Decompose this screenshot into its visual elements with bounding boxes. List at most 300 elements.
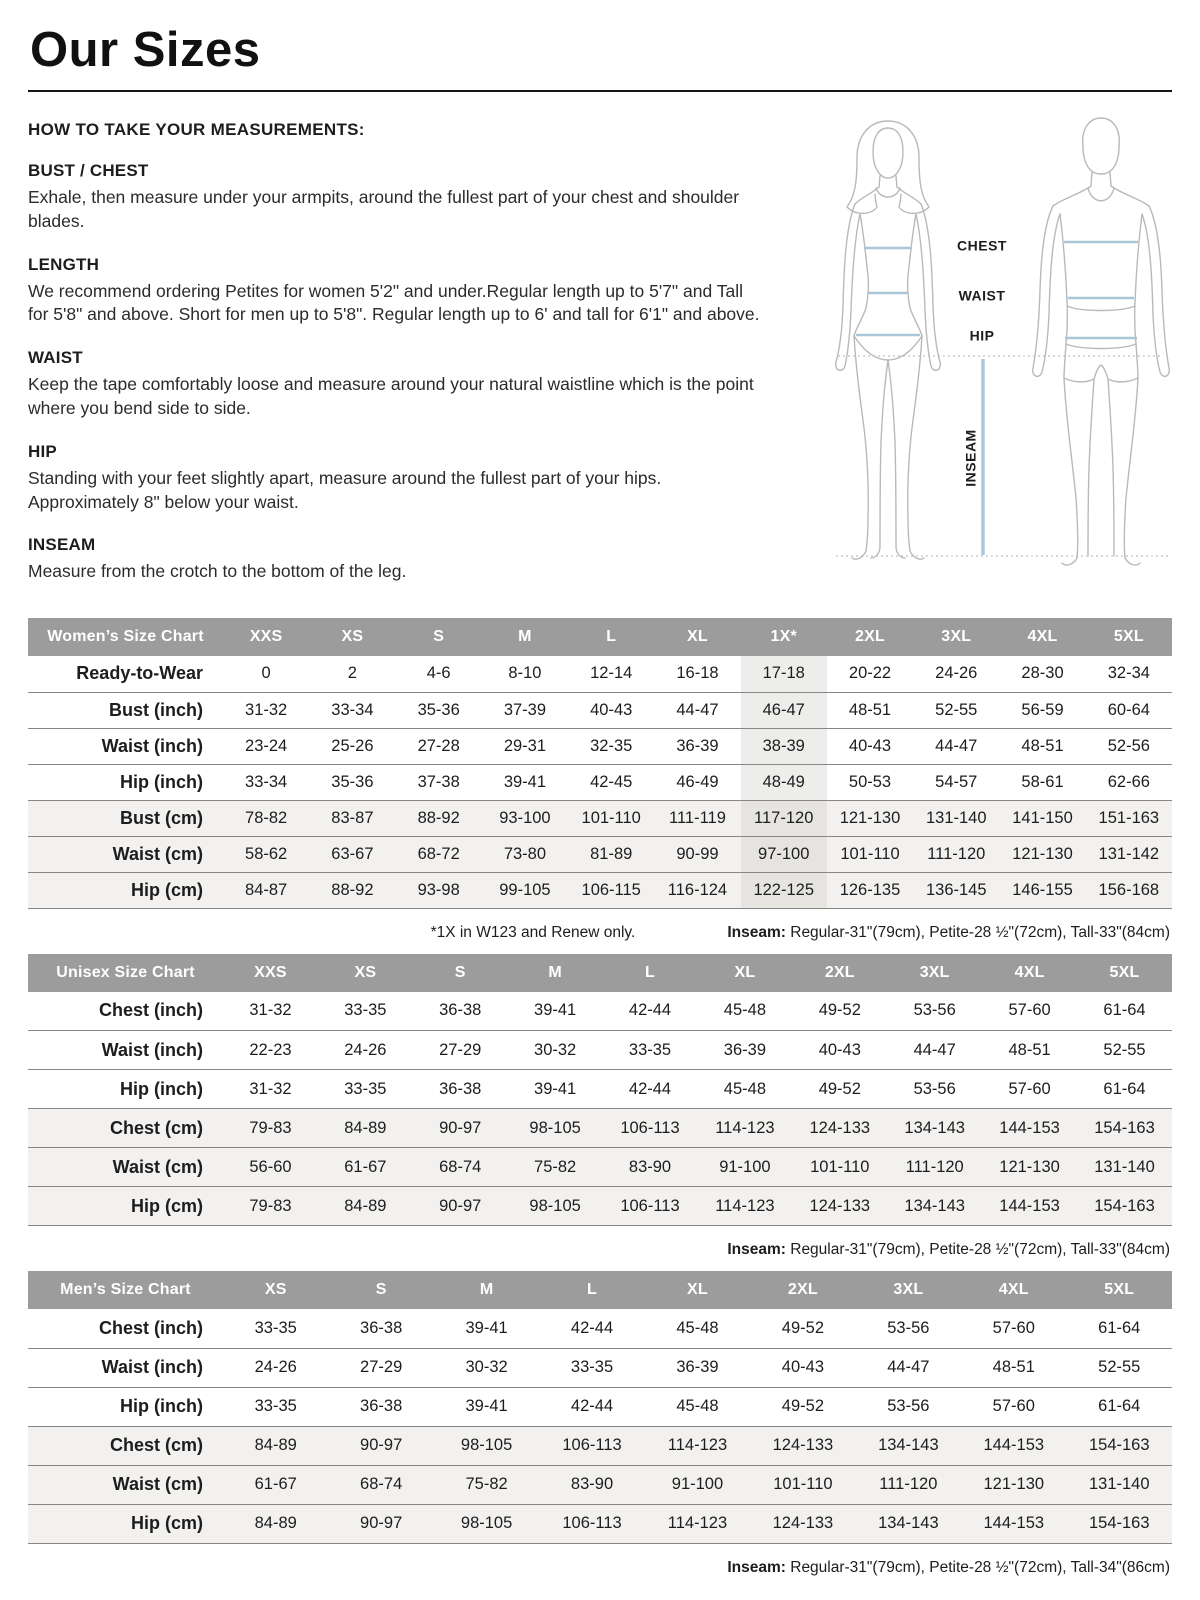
size-column-header: L — [568, 618, 654, 656]
size-column-header: 2XL — [792, 954, 887, 992]
row-label: Bust (inch) — [109, 699, 203, 720]
size-value-cell: 68-74 — [360, 1475, 403, 1494]
size-value-cell: 101-110 — [810, 1157, 870, 1176]
header-row — [28, 954, 1172, 992]
size-column-header: M — [508, 954, 603, 992]
size-value-cell: 8-10 — [508, 664, 542, 683]
size-value-cell: 124-133 — [772, 1514, 834, 1533]
size-value-cell: 61-64 — [1098, 1397, 1141, 1416]
body-measurement-diagram — [776, 106, 1196, 576]
size-value-cell: 106-113 — [620, 1118, 680, 1137]
size-value-cell: 126-135 — [839, 880, 901, 899]
size-value-cell: 27-28 — [417, 736, 460, 755]
size-value-cell: 154-163 — [1088, 1514, 1150, 1533]
inseam-note-text: Regular-31"(79cm), Petite-28 ½"(72cm), Tall-33"(84cm) — [785, 923, 1170, 941]
row-label: Hip (cm) — [131, 1513, 203, 1534]
size-value-cell: 30-32 — [534, 1040, 577, 1059]
instruction-sections — [28, 161, 776, 584]
size-value-cell: 35-36 — [417, 700, 460, 719]
size-value-cell: 49-52 — [781, 1318, 824, 1337]
size-value-cell: 154-163 — [1094, 1196, 1155, 1215]
size-value-cell: 24-26 — [344, 1040, 387, 1059]
size-column-header: S — [328, 1271, 433, 1309]
size-value-cell: 131-140 — [1094, 1157, 1155, 1176]
one-x-note: *1X in W123 and Renew only. — [430, 923, 636, 941]
row-label: Bust (cm) — [119, 807, 203, 828]
size-value-cell: 111-120 — [879, 1475, 938, 1494]
size-value-cell: 101-110 — [840, 844, 900, 863]
size-value-cell: 35-36 — [331, 772, 374, 791]
table-row — [28, 1070, 1172, 1109]
size-column-header: XXS — [223, 954, 318, 992]
row-label: Hip (cm) — [131, 879, 203, 900]
size-value-cell: 61-67 — [254, 1475, 297, 1494]
size-column-header: L — [539, 1271, 644, 1309]
size-value-cell: 91-100 — [671, 1475, 724, 1494]
header-row — [28, 618, 1172, 656]
size-value-cell: 154-163 — [1088, 1436, 1150, 1455]
size-value-cell: 88-92 — [417, 808, 460, 827]
size-value-cell: 146-155 — [1012, 880, 1073, 899]
size-value-cell: 53-56 — [887, 1318, 930, 1337]
size-value-cell: 36-39 — [676, 1358, 719, 1377]
size-value-cell: 61-64 — [1103, 1001, 1146, 1020]
table-row — [28, 1148, 1172, 1187]
table-row — [28, 992, 1172, 1031]
size-value-cell: 44-47 — [676, 700, 719, 719]
size-value-cell: 90-99 — [676, 844, 719, 863]
size-value-cell: 58-61 — [1021, 772, 1064, 791]
size-value-cell: 48-51 — [1008, 1040, 1051, 1059]
size-value-cell: 53-56 — [913, 1079, 956, 1098]
size-value-cell: 93-98 — [417, 880, 460, 899]
womens-size-chart — [28, 618, 1172, 942]
size-value-cell: 121-130 — [983, 1475, 1045, 1494]
size-value-cell: 2 — [347, 664, 357, 683]
size-value-cell: 93-100 — [499, 808, 551, 827]
table-row — [28, 656, 1172, 692]
size-value-cell: 116-124 — [667, 880, 728, 899]
table-row — [28, 1387, 1172, 1426]
size-value-cell: 40-43 — [818, 1040, 861, 1059]
size-value-cell: 29-31 — [503, 736, 547, 755]
size-value-cell: 84-89 — [254, 1514, 297, 1533]
size-value-cell: 33-35 — [628, 1040, 672, 1059]
size-value-cell: 156-168 — [1098, 880, 1160, 899]
mens-inseam-note — [727, 1559, 1170, 1577]
size-value-cell: 106-113 — [562, 1514, 622, 1533]
inseam-note-text: Regular-31"(79cm), Petite-28 ½"(72cm), Tall-34"(86cm) — [785, 1558, 1170, 1576]
size-value-cell: 12-14 — [590, 664, 633, 683]
inseam-note-text: Regular-31"(79cm), Petite-28 ½"(72cm), Tall-33"(84cm) — [785, 1241, 1170, 1259]
section-title: LENGTH — [28, 254, 100, 274]
inseam-note-label: Inseam: — [727, 923, 786, 941]
row-label: Waist (inch) — [101, 1357, 203, 1378]
size-column-header: XL — [654, 618, 740, 656]
size-value-cell: 79-83 — [249, 1196, 292, 1215]
size-value-cell: 62-66 — [1107, 772, 1150, 791]
size-value-cell: 144-153 — [983, 1514, 1045, 1533]
size-value-cell: 114-123 — [667, 1514, 728, 1533]
size-value-cell: 24-26 — [935, 664, 978, 683]
size-value-cell: 42-44 — [570, 1318, 614, 1337]
row-label: Waist (cm) — [112, 843, 203, 864]
size-value-cell: 44-47 — [887, 1358, 930, 1377]
size-value-cell: 36-38 — [439, 1079, 482, 1098]
size-value-cell: 25-26 — [331, 736, 374, 755]
measurement-diagram — [776, 106, 1196, 584]
header-row — [28, 1271, 1172, 1309]
chest-label: CHEST — [957, 237, 1007, 254]
size-value-cell: 33-34 — [331, 700, 374, 719]
size-value-cell: 75-82 — [534, 1157, 577, 1176]
woman-figure-outline — [836, 121, 941, 559]
size-value-cell: 36-39 — [723, 1040, 766, 1059]
size-value-cell: 24-26 — [254, 1358, 297, 1377]
size-value-cell: 42-44 — [628, 1001, 672, 1020]
size-value-cell: 40-43 — [781, 1358, 824, 1377]
table-row — [28, 764, 1172, 800]
size-value-cell: 4-6 — [426, 664, 451, 683]
size-value-cell: 48-51 — [1021, 736, 1064, 755]
hip-label: HIP — [969, 327, 995, 344]
size-column-header: XL — [697, 954, 792, 992]
womens-inseam-note — [727, 924, 1170, 942]
row-label: Waist (inch) — [101, 1039, 203, 1060]
size-value-cell: 124-133 — [809, 1196, 871, 1215]
unisex-chart-footnote — [28, 1241, 1172, 1259]
inseam-label: INSEAM — [962, 429, 979, 487]
size-value-cell: 68-72 — [417, 844, 460, 863]
size-value-cell: 144-153 — [999, 1118, 1060, 1137]
table-row — [28, 1309, 1172, 1348]
table-title: Men’s Size Chart — [28, 1271, 223, 1309]
size-value-cell: 49-52 — [781, 1397, 824, 1416]
size-value-cell: 81-89 — [590, 844, 633, 863]
size-value-cell: 136-145 — [925, 880, 987, 899]
size-value-cell: 44-47 — [913, 1040, 956, 1059]
size-value-cell: 154-163 — [1094, 1118, 1155, 1137]
table-row — [28, 692, 1172, 728]
size-value-cell: 84-89 — [344, 1196, 387, 1215]
size-value-cell: 56-60 — [249, 1157, 292, 1176]
size-value-cell: 61-64 — [1103, 1079, 1146, 1098]
size-value-cell: 32-35 — [590, 736, 633, 755]
size-value-cell: 98-105 — [529, 1196, 581, 1215]
size-value-cell: 27-29 — [360, 1358, 403, 1377]
size-value-cell: 68-74 — [439, 1157, 482, 1176]
section-title: HIP — [28, 441, 57, 461]
size-value-cell: 39-41 — [465, 1318, 508, 1337]
size-value-cell: 0 — [261, 664, 271, 683]
size-value-cell: 36-38 — [360, 1397, 403, 1416]
size-value-cell: 83-87 — [331, 808, 374, 827]
size-value-cell: 83-90 — [628, 1157, 672, 1176]
inseam-note-label: Inseam: — [727, 1241, 786, 1259]
size-value-cell: 22-23 — [249, 1040, 292, 1059]
size-value-cell: 45-48 — [723, 1001, 766, 1020]
size-value-cell: 48-49 — [741, 764, 827, 800]
size-column-header: S — [396, 618, 482, 656]
size-value-cell: 114-123 — [715, 1196, 775, 1215]
size-column-header: 4XL — [961, 1271, 1066, 1309]
size-value-cell: 73-80 — [503, 844, 547, 863]
size-value-cell: 90-97 — [360, 1436, 403, 1455]
size-value-cell: 117-120 — [741, 800, 827, 836]
section-body: We recommend ordering Petites for women 5'2" and under.Regular length up to 5'7" and Tall for 5'8" and above. Short for men up to 5'8". Regular length up to 6' and tall for 6'1" and above. — [28, 280, 760, 325]
size-value-cell: 111-119 — [669, 808, 726, 827]
size-value-cell: 46-49 — [676, 772, 719, 791]
size-value-cell: 33-35 — [570, 1358, 614, 1377]
waist-label: WAIST — [958, 287, 1006, 304]
size-value-cell: 33-35 — [254, 1318, 297, 1337]
size-value-cell: 90-97 — [439, 1196, 482, 1215]
page-title: Our Sizes — [30, 23, 261, 77]
size-value-cell: 50-53 — [848, 772, 892, 791]
size-value-cell: 61-64 — [1098, 1318, 1141, 1337]
size-value-cell: 44-47 — [935, 736, 978, 755]
size-value-cell: 75-82 — [465, 1475, 508, 1494]
size-value-cell: 79-83 — [249, 1118, 292, 1137]
size-value-cell: 56-59 — [1021, 700, 1064, 719]
size-value-cell: 39-41 — [465, 1397, 508, 1416]
size-value-cell: 84-89 — [344, 1118, 387, 1137]
mens-chart-footnote — [28, 1559, 1172, 1577]
size-value-cell: 134-143 — [878, 1436, 939, 1455]
row-label: Waist (cm) — [112, 1156, 203, 1177]
size-value-cell: 28-30 — [1021, 664, 1064, 683]
size-column-header: 4XL — [982, 954, 1077, 992]
size-column-header: XXS — [223, 618, 309, 656]
size-value-cell: 131-140 — [925, 808, 987, 827]
size-value-cell: 30-32 — [465, 1358, 508, 1377]
size-value-cell: 45-48 — [723, 1079, 766, 1098]
size-value-cell: 114-123 — [667, 1436, 728, 1455]
size-value-cell: 98-105 — [529, 1118, 581, 1137]
table-row — [28, 836, 1172, 872]
size-value-cell: 42-44 — [628, 1079, 672, 1098]
size-value-cell: 124-133 — [772, 1436, 834, 1455]
size-value-cell: 53-56 — [887, 1397, 930, 1416]
size-value-cell: 16-18 — [676, 664, 719, 683]
size-value-cell: 45-48 — [676, 1397, 719, 1416]
size-value-cell: 98-105 — [460, 1514, 513, 1533]
unisex-size-table — [28, 954, 1172, 1227]
size-value-cell: 124-133 — [809, 1118, 871, 1137]
size-value-cell: 31-32 — [249, 1079, 292, 1098]
size-column-header: 4XL — [999, 618, 1085, 656]
size-value-cell: 99-105 — [499, 880, 551, 899]
row-label: Hip (inch) — [120, 1396, 203, 1417]
size-value-cell: 91-100 — [719, 1157, 771, 1176]
size-value-cell: 111-120 — [905, 1157, 964, 1176]
table-row — [28, 872, 1172, 908]
size-column-header: M — [482, 618, 568, 656]
size-value-cell: 49-52 — [818, 1001, 861, 1020]
size-column-header: 3XL — [913, 618, 999, 656]
size-value-cell: 134-143 — [904, 1118, 965, 1137]
size-value-cell: 84-87 — [245, 880, 288, 899]
size-value-cell: 48-51 — [992, 1358, 1035, 1377]
section-body: Standing with your feet slightly apart, measure around the fullest part of your hips. Approximately 8" below your waist. — [28, 467, 662, 512]
size-value-cell: 33-35 — [344, 1079, 387, 1098]
size-value-cell: 52-55 — [1098, 1358, 1141, 1377]
measurement-guide-section — [28, 120, 1172, 584]
size-value-cell: 60-64 — [1107, 700, 1150, 719]
size-column-header: XS — [309, 618, 395, 656]
size-column-header: 2XL — [750, 1271, 855, 1309]
table-title: Unisex Size Chart — [28, 954, 223, 992]
table-row — [28, 1465, 1172, 1504]
size-value-cell: 134-143 — [904, 1196, 965, 1215]
title-divider — [28, 90, 1172, 92]
size-value-cell: 20-22 — [848, 664, 892, 683]
size-value-cell: 53-56 — [913, 1001, 956, 1020]
size-value-cell: 46-47 — [741, 692, 827, 728]
womens-chart-footnote — [28, 924, 1172, 942]
size-value-cell: 38-39 — [741, 728, 827, 764]
size-value-cell: 36-39 — [676, 736, 719, 755]
size-value-cell: 42-44 — [570, 1397, 614, 1416]
instructions-heading: HOW TO TAKE YOUR MEASUREMENTS: — [28, 120, 365, 139]
size-column-header: 5XL — [1067, 1271, 1173, 1309]
size-value-cell: 37-39 — [503, 700, 547, 719]
size-column-header: 5XL — [1077, 954, 1172, 992]
size-value-cell: 141-150 — [1012, 808, 1073, 827]
size-value-cell: 39-41 — [534, 1001, 577, 1020]
row-label: Waist (cm) — [112, 1474, 203, 1495]
size-column-header: 1X* — [741, 618, 827, 656]
size-value-cell: 52-56 — [1107, 736, 1150, 755]
table-row — [28, 1348, 1172, 1387]
size-value-cell: 83-90 — [570, 1475, 614, 1494]
size-value-cell: 78-82 — [245, 808, 288, 827]
size-value-cell: 39-41 — [503, 772, 547, 791]
size-value-cell: 114-123 — [715, 1118, 775, 1137]
size-value-cell: 90-97 — [439, 1118, 482, 1137]
size-value-cell: 144-153 — [999, 1196, 1060, 1215]
size-value-cell: 23-24 — [245, 736, 288, 755]
size-value-cell: 121-130 — [1012, 844, 1073, 863]
size-value-cell: 40-43 — [590, 700, 633, 719]
man-figure-outline — [1033, 118, 1170, 565]
table-row — [28, 1031, 1172, 1070]
unisex-inseam-note — [727, 1241, 1170, 1259]
table-row — [28, 1109, 1172, 1148]
row-label: Waist (inch) — [101, 735, 203, 756]
size-value-cell: 106-113 — [620, 1196, 680, 1215]
size-value-cell: 48-51 — [848, 700, 892, 719]
size-value-cell: 97-100 — [741, 836, 827, 872]
section-body: Measure from the crotch to the bottom of the leg. — [28, 561, 407, 582]
size-value-cell: 101-110 — [581, 808, 641, 827]
size-value-cell: 98-105 — [460, 1436, 513, 1455]
size-value-cell: 57-60 — [992, 1318, 1035, 1337]
table-row — [28, 1187, 1172, 1226]
size-column-header: 2XL — [827, 618, 913, 656]
table-row — [28, 800, 1172, 836]
size-column-header: 3XL — [887, 954, 982, 992]
size-value-cell: 32-34 — [1107, 664, 1150, 683]
table-title: Women’s Size Chart — [28, 618, 223, 656]
size-value-cell: 31-32 — [245, 700, 288, 719]
womens-size-table — [28, 618, 1172, 909]
size-column-header: XS — [318, 954, 413, 992]
size-value-cell: 42-45 — [590, 772, 633, 791]
size-value-cell: 121-130 — [999, 1157, 1060, 1176]
size-value-cell: 52-55 — [1103, 1040, 1146, 1059]
size-value-cell: 88-92 — [331, 880, 374, 899]
row-label: Ready-to-Wear — [76, 663, 203, 684]
section-title: WAIST — [28, 348, 83, 368]
size-column-header: 3XL — [856, 1271, 961, 1309]
size-column-header: 5XL — [1086, 618, 1172, 656]
size-value-cell: 121-130 — [839, 808, 901, 827]
section-title: BUST / CHEST — [28, 161, 149, 180]
size-value-cell: 61-67 — [344, 1157, 387, 1176]
size-value-cell: 106-115 — [581, 880, 641, 899]
size-column-header: L — [603, 954, 698, 992]
size-value-cell: 37-38 — [417, 772, 460, 791]
size-value-cell: 57-60 — [1008, 1079, 1051, 1098]
table-row — [28, 1426, 1172, 1465]
size-value-cell: 33-35 — [344, 1001, 387, 1020]
row-label: Chest (cm) — [109, 1117, 203, 1138]
unisex-size-chart — [28, 954, 1172, 1260]
size-value-cell: 45-48 — [676, 1318, 719, 1337]
size-value-cell: 33-34 — [245, 772, 288, 791]
row-label: Hip (cm) — [131, 1195, 203, 1216]
mens-size-table — [28, 1271, 1172, 1544]
size-value-cell: 36-38 — [360, 1318, 403, 1337]
size-value-cell: 106-113 — [562, 1436, 622, 1455]
row-label: Chest (inch) — [98, 1317, 203, 1338]
size-column-header: XS — [223, 1271, 328, 1309]
row-label: Hip (inch) — [120, 1078, 203, 1099]
measurement-instructions — [28, 120, 776, 584]
table-row — [28, 1504, 1172, 1543]
size-value-cell: 58-62 — [245, 844, 288, 863]
row-label: Hip (inch) — [120, 771, 203, 792]
size-value-cell: 134-143 — [878, 1514, 939, 1533]
section-body: Keep the tape comfortably loose and measure around your natural waistline which is the point where you bend side to side. — [28, 374, 754, 418]
size-value-cell: 151-163 — [1098, 808, 1160, 827]
size-value-cell: 131-142 — [1098, 844, 1160, 863]
size-value-cell: 122-125 — [741, 872, 827, 908]
size-value-cell: 17-18 — [741, 656, 827, 692]
row-label: Chest (cm) — [109, 1435, 203, 1456]
size-value-cell: 33-35 — [254, 1397, 297, 1416]
size-value-cell: 40-43 — [848, 736, 892, 755]
size-value-cell: 144-153 — [983, 1436, 1045, 1455]
size-value-cell: 84-89 — [254, 1436, 297, 1455]
size-value-cell: 52-55 — [935, 700, 978, 719]
size-value-cell: 63-67 — [331, 844, 374, 863]
size-value-cell: 111-120 — [927, 844, 986, 863]
size-column-header: XL — [645, 1271, 750, 1309]
size-value-cell: 31-32 — [249, 1001, 292, 1020]
size-value-cell: 101-110 — [773, 1475, 833, 1494]
table-row — [28, 728, 1172, 764]
inseam-note-label: Inseam: — [727, 1558, 786, 1576]
size-value-cell: 57-60 — [992, 1397, 1035, 1416]
row-label: Chest (inch) — [98, 1000, 203, 1021]
size-value-cell: 36-38 — [439, 1001, 482, 1020]
mens-size-chart — [28, 1271, 1172, 1577]
size-value-cell: 27-29 — [439, 1040, 482, 1059]
size-value-cell: 49-52 — [818, 1079, 861, 1098]
size-value-cell: 57-60 — [1008, 1001, 1051, 1020]
